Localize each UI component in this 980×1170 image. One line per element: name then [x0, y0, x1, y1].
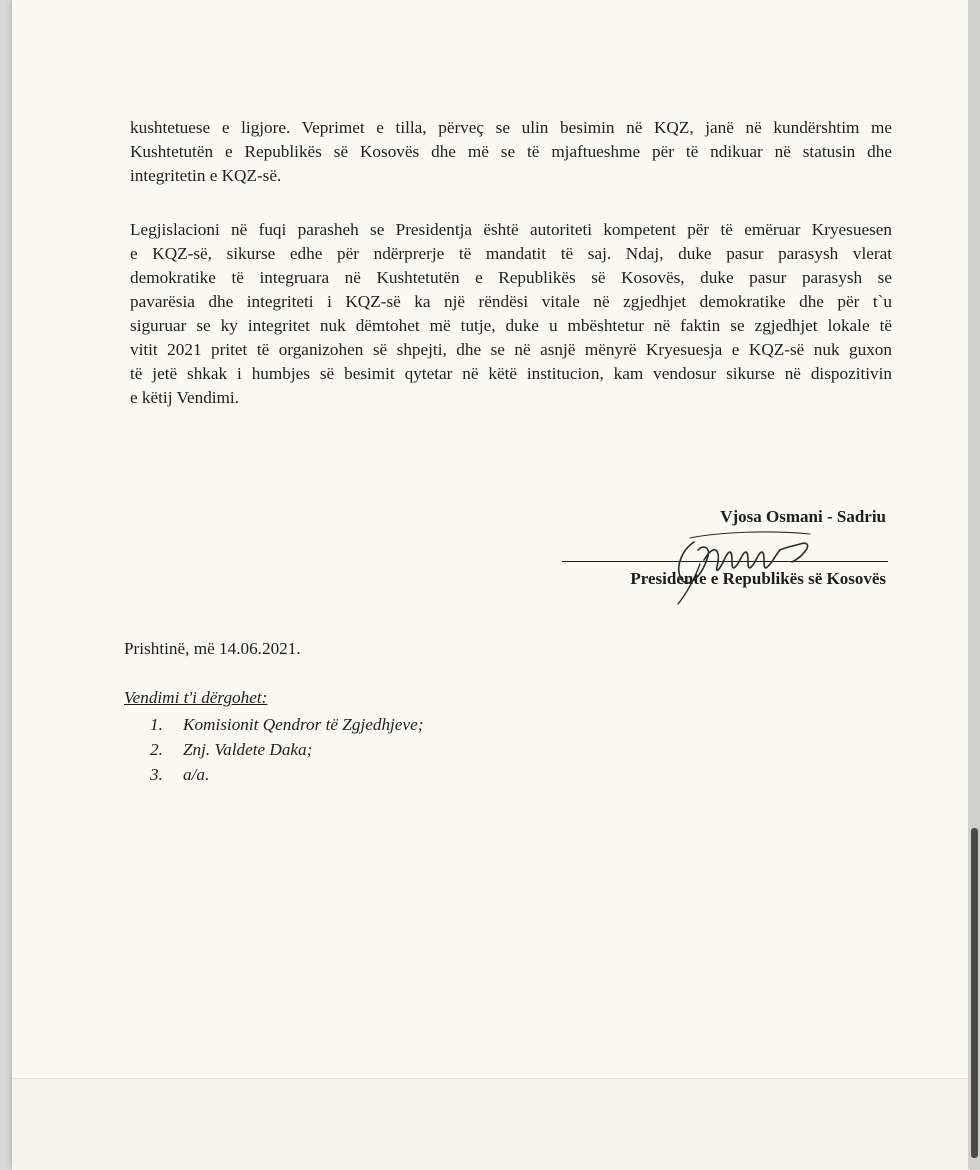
paragraph-constitutional	[130, 116, 892, 188]
vertical-scrollbar[interactable]	[968, 0, 980, 1169]
next-page-edge	[12, 1078, 970, 1170]
recipient-text: a/a.	[183, 765, 210, 784]
recipients-heading: Vendimi t'i dërgohet:	[124, 688, 268, 707]
paragraph-line: demokratike të integruara në Kushtetutën e Republikës së Kosovës, duke pasur parasysh se	[130, 268, 892, 287]
list-number: 3.	[150, 765, 163, 784]
signatory-title: Presidente e Republikës së Kosovës	[630, 569, 886, 588]
paragraph-line: kushtetuese e ligjore. Veprimet e tilla, përveç se ulin besimin në KQZ, janë në kundërshtim me	[130, 118, 892, 137]
signatory-name: Vjosa Osmani - Sadriu	[720, 507, 886, 526]
list-item	[150, 737, 423, 762]
paragraph-line: siguruar se ky integritet nuk dëmtohet më tutje, duke u mbështetur në faktin se zgjedhjet lokale të	[130, 316, 892, 335]
paragraph-line: e KQZ-së, sikurse edhe për ndërprerje të mandatit të saj. Ndaj, duke pasur parasysh vlerat	[130, 244, 892, 263]
paragraph-line: vitit 2021 pritet të organizohen së shpejti, dhe se në asnjë mënyrë Kryesuesja e KQZ-së nuk guxon	[130, 340, 892, 359]
paragraph-legislation	[130, 218, 892, 410]
list-item	[150, 712, 423, 737]
handwritten-signature	[660, 520, 840, 610]
paragraph-line: Legjislacioni në fuqi parasheh se Presidentja është autoriteti kompetent për të emëruar Kryesuesen	[130, 220, 892, 239]
paragraph-line: pavarësia dhe integriteti i KQZ-së ka një rëndësi vitale në zgjedhjet demokratike dhe për t`u	[130, 292, 892, 311]
list-item	[150, 762, 423, 787]
paragraph-line: të jetë shkak i humbjes së besimit qytetar në këtë institucion, kam vendosur sikurse në dispozitivin	[130, 364, 892, 383]
paragraph-line: e këtij Vendimi.	[130, 388, 239, 407]
list-number: 2.	[150, 740, 163, 759]
recipients-list	[150, 712, 423, 787]
paragraph-line: Kushtetutën e Republikës së Kosovës dhe më se të mjaftueshme për të ndikuar në statusin dhe	[130, 142, 892, 161]
recipient-text: Komisionit Qendror të Zgjedhjeve;	[183, 715, 424, 734]
recipient-text: Znj. Valdete Daka;	[183, 740, 313, 759]
paragraph-line: integritetin e KQZ-së.	[130, 166, 282, 185]
list-number: 1.	[150, 715, 163, 734]
scrollbar-thumb[interactable]	[971, 828, 978, 1158]
place-and-date: Prishtinë, më 14.06.2021.	[124, 639, 301, 658]
